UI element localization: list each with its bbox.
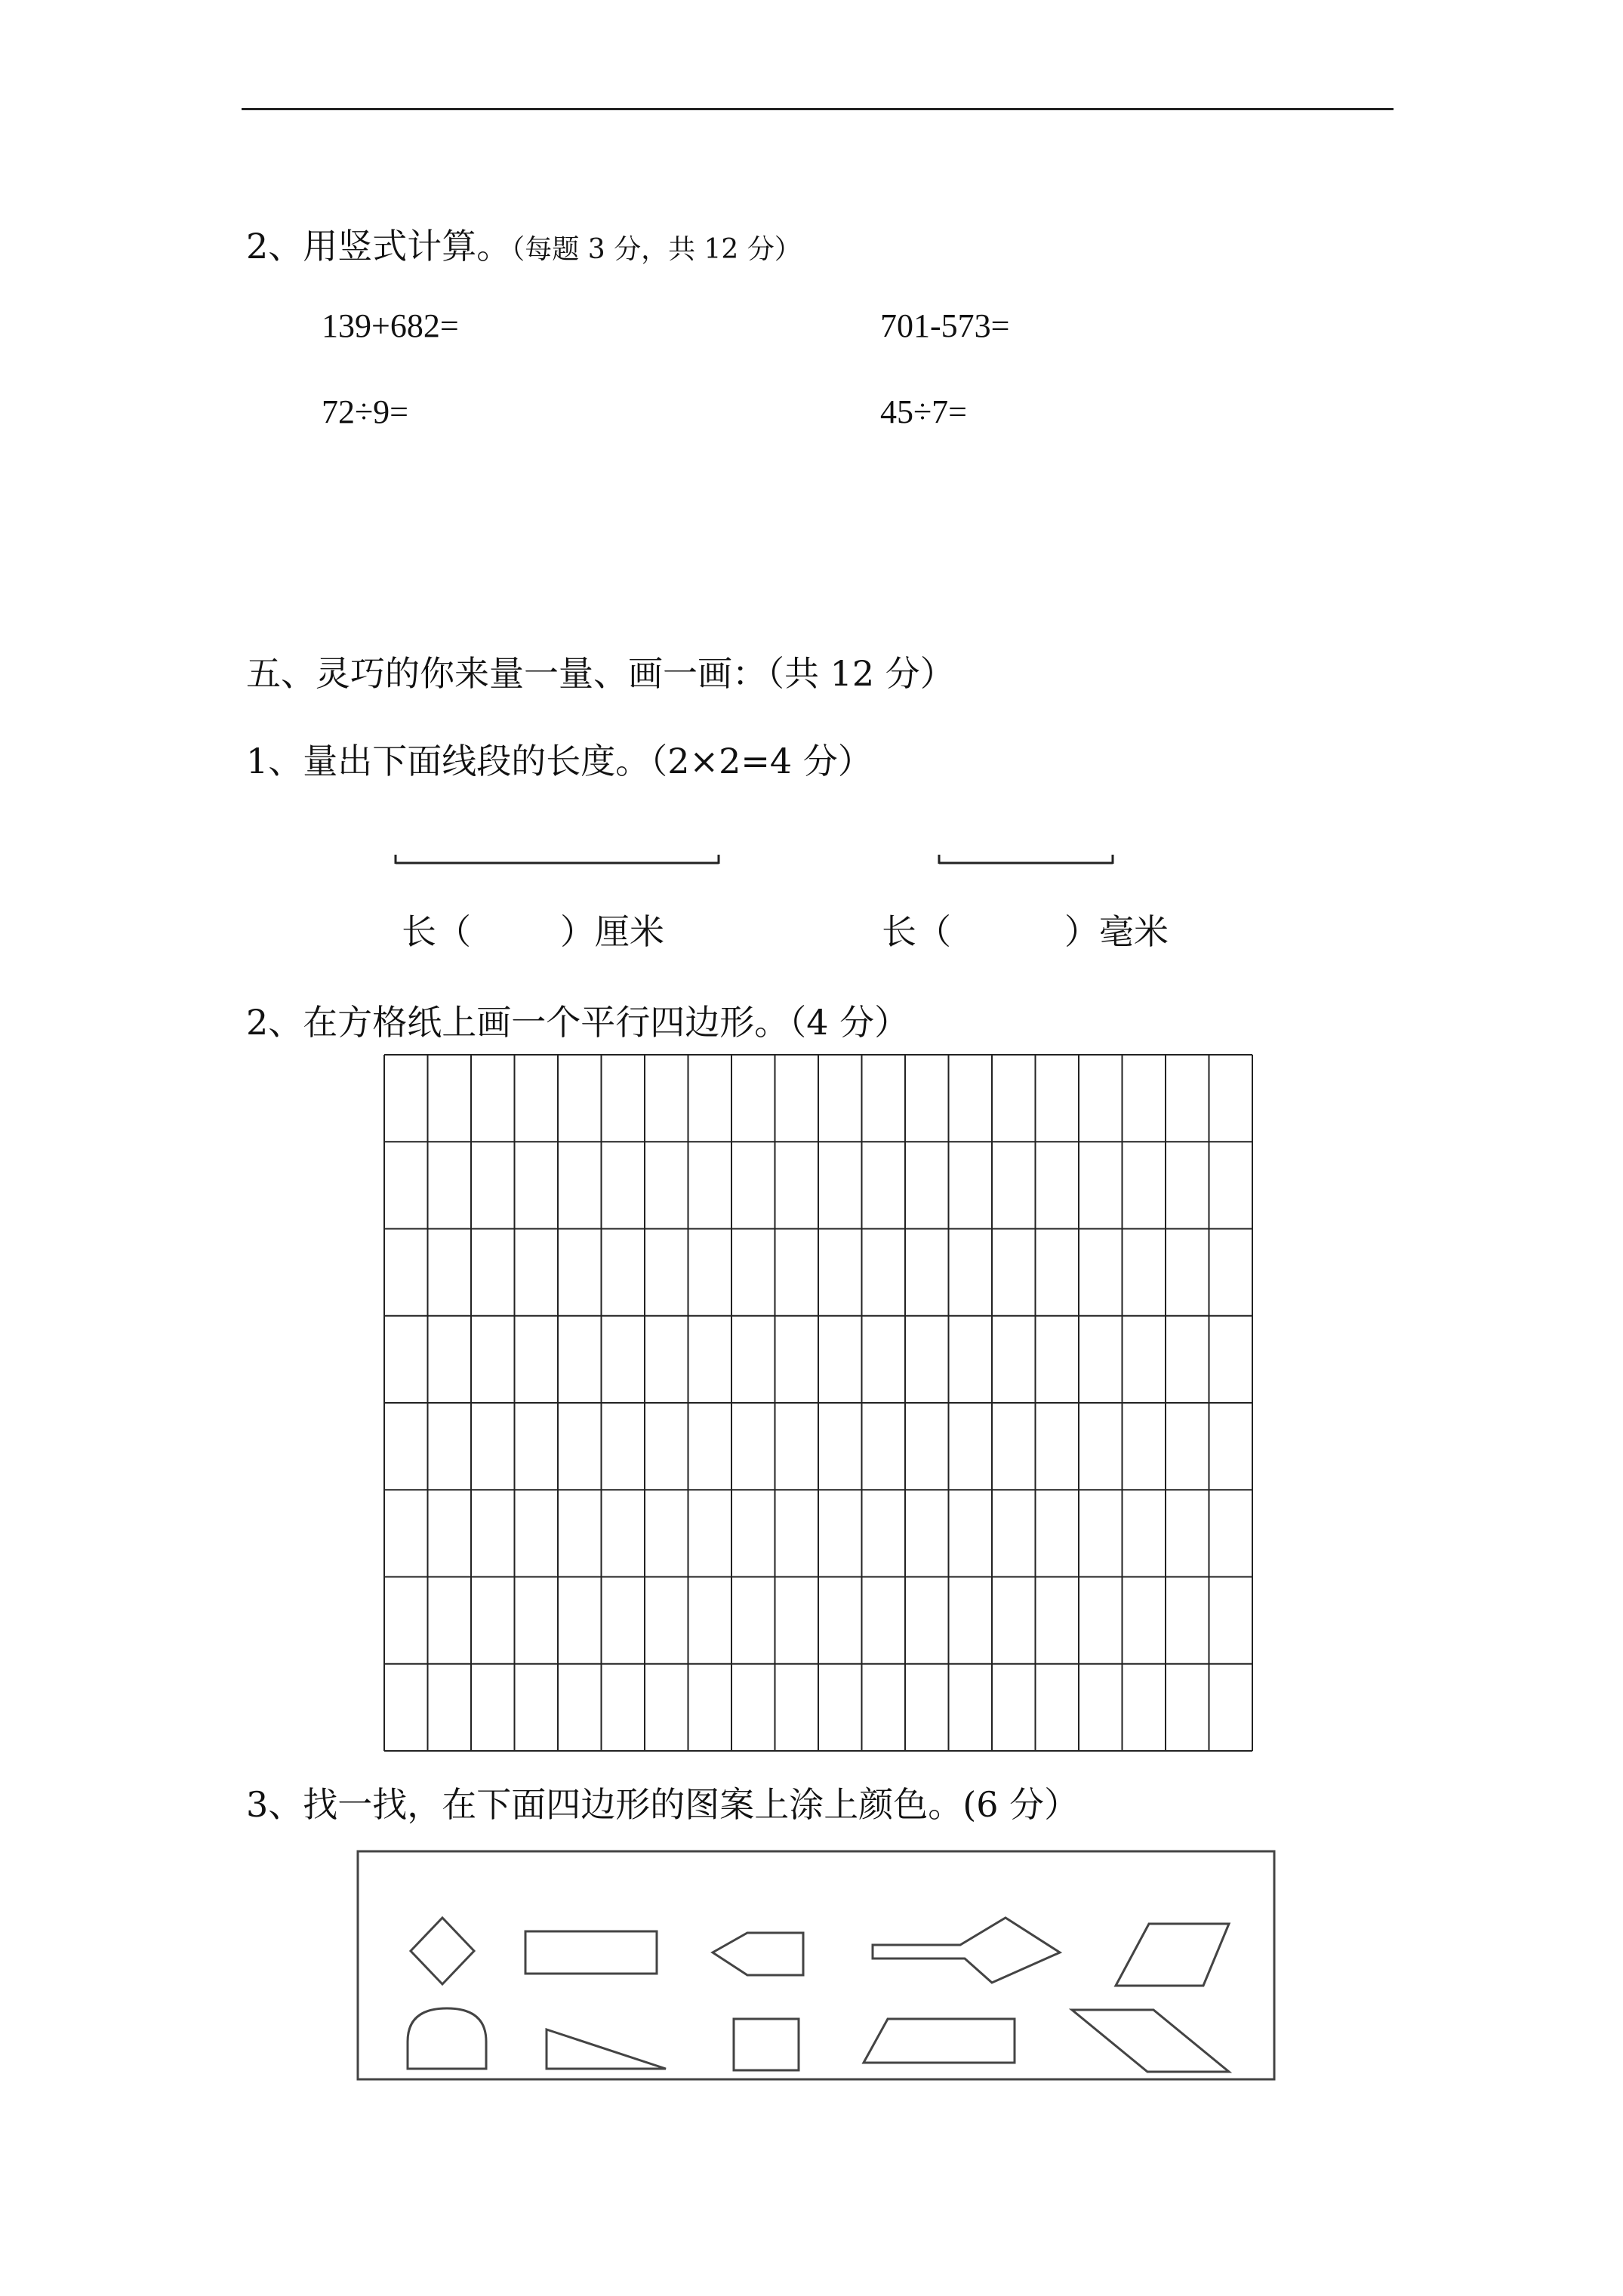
semicircle-shape[interactable] (408, 2008, 486, 2069)
parallelogram-shape[interactable] (1116, 1924, 1229, 1986)
trapezoid-shape[interactable] (864, 2019, 1015, 2063)
header-rule (242, 108, 1394, 110)
triangle-shape[interactable] (547, 2029, 666, 2069)
square-grid[interactable] (383, 1054, 1253, 1752)
shapes-question-title: 3、找一找，在下面四边形的图案上涂上颜色。(6 分） (246, 1784, 1079, 1825)
answer-cm-suffix: ）厘米 (560, 911, 664, 952)
q2-heading (246, 219, 802, 269)
section5-title: 五、灵巧的你来量一量、画一画：（共 12 分） (246, 653, 955, 694)
q2-title: 2、用竖式计算。 (246, 226, 512, 267)
answer-mm (882, 905, 1169, 954)
grid-question-title: 2、在方格纸上画一个平行四边形。（4 分） (246, 1002, 910, 1043)
slanted-parallelogram-shape[interactable] (1072, 2010, 1229, 2072)
pentagon-arrow-shape[interactable] (713, 1933, 803, 1975)
measure-segments (377, 838, 1132, 868)
q2-note: （每题 3 分，共 12 分） (511, 234, 802, 265)
rectangle-shape[interactable] (525, 1931, 657, 1974)
answer-mm-prefix: 长（ (882, 911, 951, 952)
answer-mm-suffix: ）毫米 (1064, 911, 1169, 952)
expression-1: 139+682= (322, 307, 459, 344)
measure-question-title: 1、量出下面线段的长度。（2×2=4 分） (246, 741, 873, 781)
segment-short (939, 855, 1113, 864)
shapes-box (355, 1848, 1279, 2084)
expression-4: 45÷7= (880, 393, 967, 430)
arrow-shape[interactable] (873, 1918, 1060, 1983)
diamond-shape[interactable] (411, 1918, 474, 1984)
expression-2: 701-573= (880, 307, 1010, 344)
square-shape[interactable] (734, 2019, 799, 2070)
segment-long (396, 855, 719, 864)
expression-3: 72÷9= (322, 393, 408, 430)
shapes-frame (358, 1851, 1274, 2079)
answer-cm-prefix: 长（ (402, 911, 471, 952)
answer-cm (402, 905, 664, 954)
